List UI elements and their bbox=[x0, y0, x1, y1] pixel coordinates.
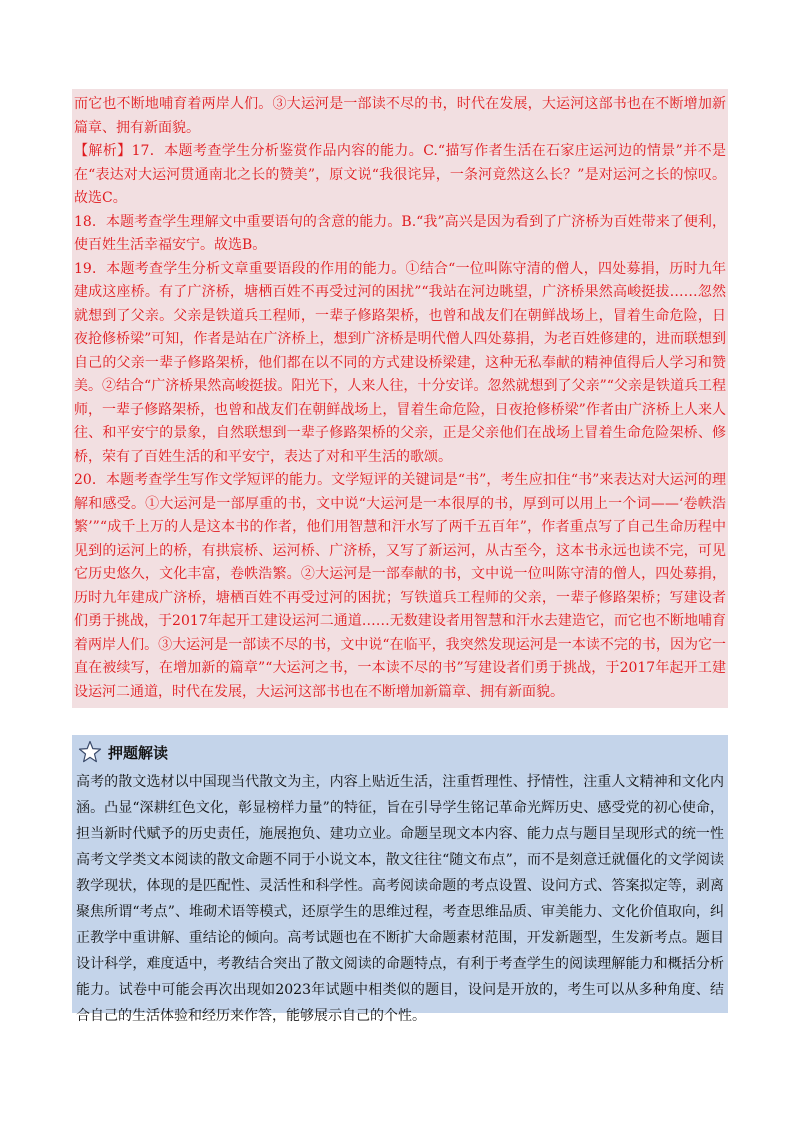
analysis-body: 高考的散文选材以中国现当代散文为主，内容上贴近生活，注重哲理性、抒情性，注重人文精神和文化内涵。凸显“深耕红色文化，彰显榜样力量”的特征，旨在引导学生铭记革命光辉历史、感受党的初心使命，担当新时代赋予的历史责任，施展抱负、建功立业。命题呈现文本内容、能力点与题目呈现形式的统一性高考文学类文本阅读的散文命题不同于小说文本，散文往往“随文布点”，而不是刻意迁就僵化的文学阅读教学现状，体现的是匹配性、灵活性和科学性。高考阅读命题的考点设置、设问方式、答案拟定等，剥离聚焦所谓“考点”、堆砌术语等模式，还原学生的思维过程，考查思维品质、审美能力、文化价值取向，纠正教学中重讲解、重结论的倾向。高考试题也在不断扩大命题素材范围，开发新题型，生发新考点。题目设计科学，难度适中，考教结合突出了散文阅读的命题特点，有利于考查学生的阅读理解能力和概括分析能力。试卷中可能会再次出现如2023年试题中相类似的题目，设问是开放的，考生可以从多种角度、结合自己的生活体验和经历来作答，能够展示自己的个性。 bbox=[76, 774, 724, 1024]
analysis-title: 押题解读 bbox=[108, 743, 169, 762]
answer-explanation-box bbox=[72, 89, 728, 708]
answer-paragraph: 【解析】17．本题考查学生分析鉴赏作品内容的能力。C.“描写作者生活在石家庄运河边的情景”并不是在“表达对大运河贯通南北之长的赞美”，原文说“我很诧异，一条河竟然这么长？”是对运河之长的惊叹。故选C。 bbox=[74, 143, 726, 206]
answer-paragraph: 20．本题考查学生写作文学短评的能力。文学短评的关键词是“书”，考生应扣住“书”来表达对大运河的理解和感受。①大运河是一部厚重的书，文中说“大运河是一本很厚的书，厚到可以用上一个词——‘卷帙浩繁’”“成千上万的人是这本书的作者，他们用智慧和汗水写了两千五百年”，作者重点写了自己生命历程中见到的运河上的桥，有拱宸桥、运河桥、广济桥，又写了新运河，从古至今，这本书永远也读不完，可见它历史悠久，文化丰富，卷帙浩繁。②大运河是一部奉献的书，文中说一位叫陈守清的僧人，四处募捐，历时九年建成广济桥，塘栖百姓不再受过河的困扰；写铁道兵工程师的父亲，一辈子修路架桥；写建设者们勇于挑战，于2017年起开工建设运河二通道……无数建设者用智慧和汗水去建造它，而它也不断地哺育着两岸人们。③大运河是一部读不尽的书，文中说“在临平，我突然发现运河是一本读不完的书，因为它一直在被续写，在增加新的篇章”“大运河之书，一本读不尽的书”写建设者们勇于挑战，于2017年起开工建设运河二通道，时代在发展，大运河这部书也在不断增加新篇章、拥有新面貌。 bbox=[74, 472, 726, 700]
answer-paragraph: 而它也不断地哺育着两岸人们。③大运河是一部读不尽的书，时代在发展，大运河这部书也在不断增加新篇章、拥有新面貌。 bbox=[74, 96, 726, 136]
answer-paragraph: 19．本题考查学生分析文章重要语段的作用的能力。①结合“一位叫陈守清的僧人，四处募捐，历时九年建成这座桥。有了广济桥，塘栖百姓不再受过河的困扰”“我站在河边眺望，广济桥果然高峻挺拔……忽然就想到了父亲。父亲是铁道兵工程师，一辈子修路架桥，也曾和战友们在朝鲜战场上，冒着生命危险，日夜抢修桥梁”可知，作者是站在广济桥上，想到广济桥是明代僧人四处募捐，为老百姓修建的，进而联想到自己的父亲一辈子修路架桥，他们都在以不同的方式建设桥梁建，这种无私奉献的精神值得后人学习和赞美。②结合“广济桥果然高峻挺拔。阳光下，人来人往，十分安详。忽然就想到了父亲”“父亲是铁道兵工程师，一辈子修路架桥，也曾和战友们在朝鲜战场上，冒着生命危险，日夜抢修桥梁”作者由广济桥上人来人往、和平安宁的景象，自然联想到一辈子修路架桥的父亲，正是父亲他们在战场上冒着生命危险架桥、修桥，荣有了百姓生活的和平安宁，表达了对和平生活的歌颂。 bbox=[74, 260, 726, 465]
analysis-header bbox=[76, 735, 724, 769]
answer-paragraph: 18．本题考查学生理解文中重要语句的含意的能力。B.“我”高兴是因为看到了广济桥为百姓带来了便利，使百姓生活幸福安宁。故选B。 bbox=[74, 213, 726, 253]
analysis-box bbox=[72, 735, 728, 1024]
star-icon bbox=[78, 740, 102, 764]
